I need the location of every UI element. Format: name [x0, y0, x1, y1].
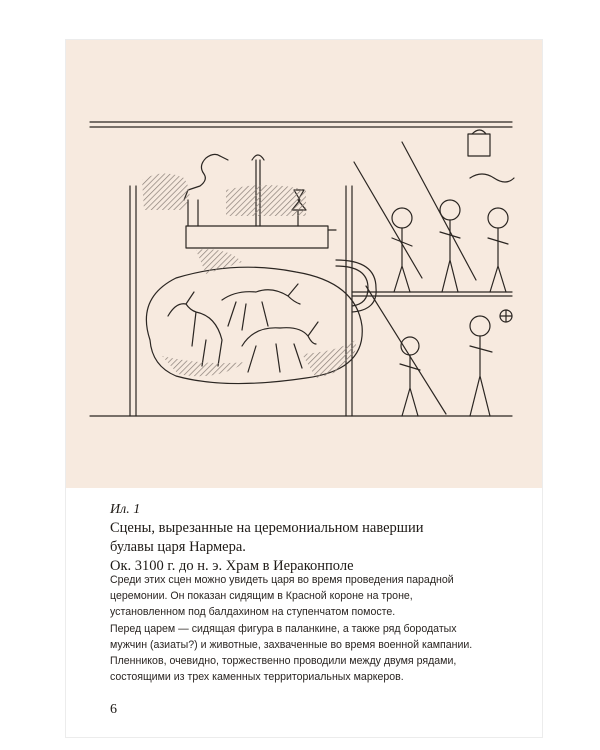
page-number: 6	[110, 702, 117, 717]
antelope-1	[168, 292, 222, 366]
canopy-platform	[186, 226, 328, 248]
antelope-3	[242, 322, 318, 372]
body-line: церемонии. Он показан сидящим в Красной короне на троне,	[110, 590, 413, 603]
antelope-2	[222, 284, 300, 330]
body-paragraph	[110, 572, 510, 685]
stippled-areas	[142, 173, 356, 378]
caption-number: Ил. 1	[110, 502, 141, 517]
staff-3	[366, 286, 446, 414]
staff-2	[402, 142, 476, 280]
lower-figure-1	[400, 337, 420, 416]
body-line: Среди этих сцен можно увидеть царя во время проведения парадной	[110, 574, 454, 586]
caption-line: Ок. 3100 г. до н. э. Храм в Иераконполе	[110, 558, 354, 574]
body-line: мужчин (азиаты?) и животные, захваченные во время военной кампании.	[110, 638, 473, 651]
body-line: состоящими из трех каменных территориальных маркеров.	[110, 671, 404, 684]
captive-figure-2	[440, 200, 460, 292]
lower-figure-2	[470, 316, 492, 416]
figure-illustration	[66, 40, 542, 488]
figure-caption	[110, 501, 510, 576]
caption-line: булавы царя Нармера.	[110, 539, 246, 555]
glyph-horizontal	[470, 174, 514, 182]
caption-line: Сцены, вырезанные на церемониальном навершии	[110, 520, 424, 536]
body-line: Пленников, очевидно, торжественно проводили между двумя рядами,	[110, 655, 457, 668]
body-line: установленном под балдахином на ступенчатом помосте.	[110, 606, 396, 619]
body-line: Перед царем — сидящая фигура в паланкине, а также ряд бородатых	[110, 622, 457, 635]
serekh-glyph	[468, 134, 490, 156]
narmer-macehead-drawing	[66, 40, 542, 488]
captive-figure-1	[392, 208, 412, 292]
book-page	[66, 40, 542, 737]
captive-figure-3	[488, 208, 508, 292]
